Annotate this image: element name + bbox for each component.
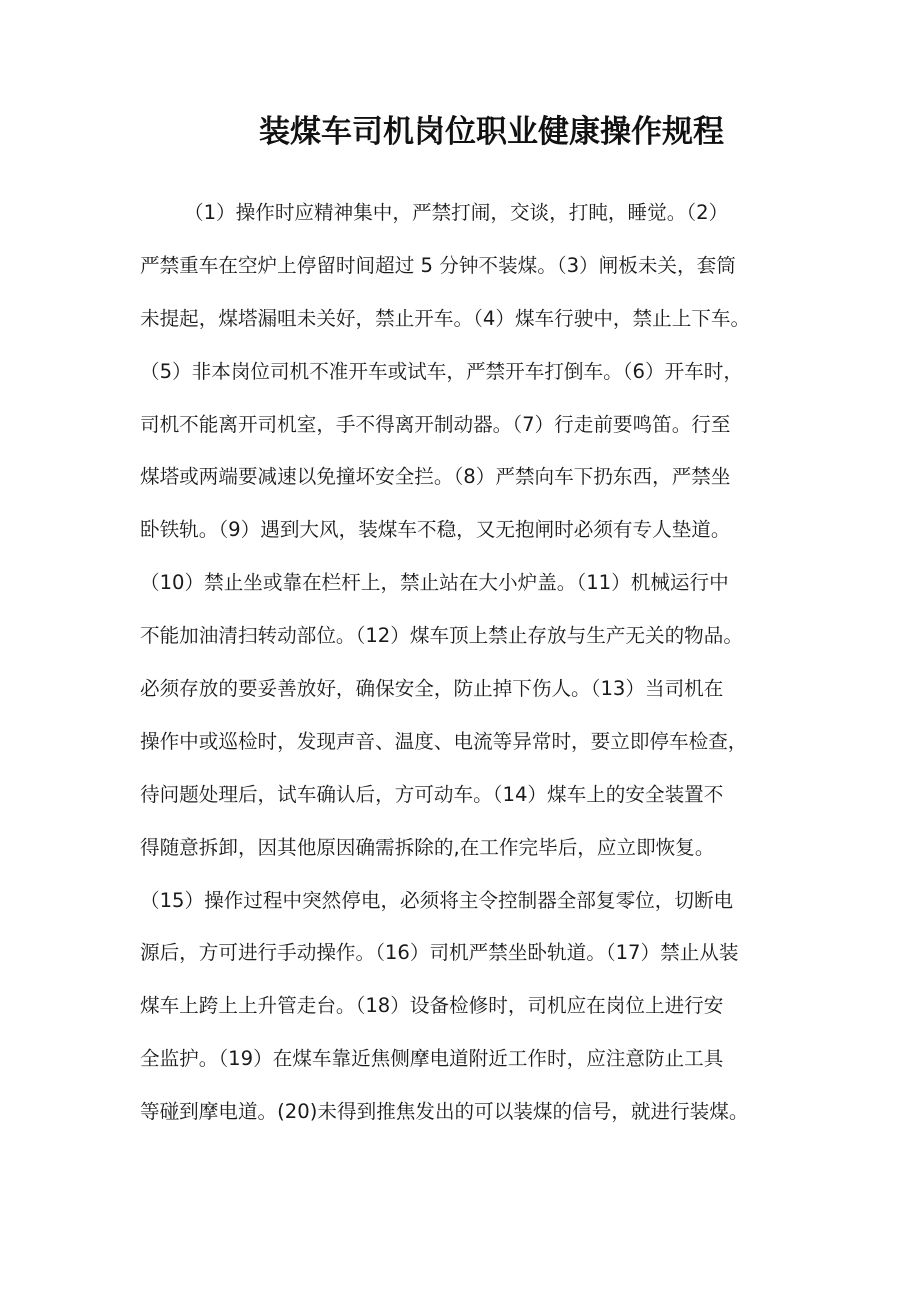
- body-text: [140, 190, 800, 1142]
- text-line: 得随意拆卸，因其他原因确需拆除的,在工作完毕后，应立即恢复。: [140, 835, 715, 859]
- text-line: 等碰到摩电道。(20)未得到推焦发出的可以装煤的信号，就进行装煤。: [140, 1100, 749, 1124]
- text-line: （5）非本岗位司机不准开车或试车，严禁开车打倒车。（6）开车时，: [140, 359, 743, 383]
- page-title: 装煤车司机岗位职业健康操作规程: [259, 114, 724, 150]
- text-line: 不能加油清扫转动部位。（12）煤车顶上禁止存放与生产无关的物品。: [140, 624, 743, 648]
- text-line: （15）操作过程中突然停电，必须将主令控制器全部复零位，切断电: [140, 888, 734, 912]
- text-line: 严禁重车在空炉上停留时间超过 5 分钟不装煤。（3）闸板未关，套筒: [140, 253, 736, 277]
- text-line: 必须存放的要妥善放好，确保安全，防止掉下伤人。（13）当司机在: [140, 677, 724, 701]
- text-line: 煤车上跨上上升管走台。（18）设备检修时，司机应在岗位上进行安: [140, 994, 724, 1018]
- text-line: 待问题处理后，试车确认后，方可动车。（14）煤车上的安全装置不: [140, 782, 724, 806]
- text-line: 操作中或巡检时，发现声音、温度、电流等异常时，要立即停车检查，: [140, 729, 748, 753]
- text-line: 卧铁轨。（9）遇到大风，装煤车不稳，又无抱闸时必须有专人垫道。: [140, 518, 731, 542]
- text-line: 全监护。（19）在煤车靠近焦侧摩电道附近工作时，应注意防止工具: [140, 1047, 724, 1071]
- text-line: 司机不能离开司机室，手不得离开制动器。（7）行走前要鸣笛。行至: [140, 412, 731, 436]
- text-line: （10）禁止坐或靠在栏杆上，禁止站在大小炉盖。（11）机械运行中: [140, 571, 729, 595]
- text-line: 煤塔或两端要减速以免撞坏安全拦。（8）严禁向车下扔东西，严禁坐: [140, 465, 731, 489]
- text-line: 源后，方可进行手动操作。（16）司机严禁坐卧轨道。（17）禁止从装: [140, 941, 739, 965]
- text-line: 未提起，煤塔漏咀未关好，禁止开车。（4）煤车行驶中，禁止上下车。: [140, 306, 751, 330]
- text-line: （1）操作时应精神集中，严禁打闹，交谈，打盹，睡觉。（2）: [184, 201, 729, 224]
